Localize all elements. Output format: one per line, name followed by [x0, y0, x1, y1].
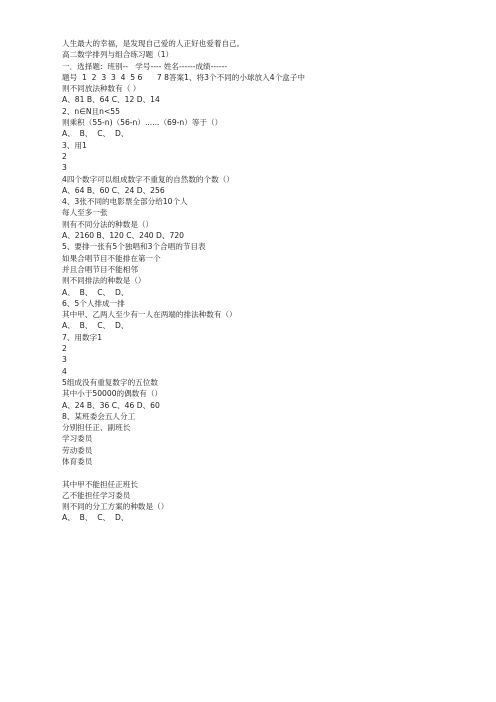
- section-heading: 一．选择题: 班别-- 学号---- 姓名------成绩------: [62, 61, 228, 71]
- question-2-text: 2、n∈N且n<55: [62, 106, 120, 116]
- motto-line: 人生最大的幸福，是发现自己爱的人正好也爱着自己。: [62, 39, 245, 48]
- question-8-text: 则不同的分工方案的种数是（）: [62, 502, 169, 512]
- question-6-options: A、 B、 C、 D、: [62, 321, 129, 331]
- question-2-text: 则乘积（55-n)（56-n）......（69-n）等于（）: [62, 118, 223, 128]
- question-7-text: 5组成没有重复数字的五位数: [62, 377, 158, 387]
- question-6-text: 6、5个人排成一排: [62, 298, 125, 308]
- question-7-options: A、24 B、36 C、46 D、60: [62, 400, 160, 410]
- question-7-text: 4: [62, 366, 67, 376]
- question-7-text: 其中小于50000的偶数有（）: [62, 389, 163, 399]
- question-1-text: 题号 1 2 3 3 4 5 6 7 8答案1、将3个不同的小球放入4个盒子中: [62, 72, 305, 82]
- question-7-text: 2: [62, 344, 67, 354]
- question-8-text: 劳动委员: [62, 445, 93, 455]
- question-3-text: 3、用1: [62, 140, 87, 150]
- question-4-text: 4、3张不同的电影票全部分给10个人: [62, 197, 188, 207]
- question-8-options: A、 B、 C、 D、: [62, 513, 129, 523]
- question-3-options: A、64 B、60 C、24 D、256: [62, 185, 165, 195]
- question-7-text: 3: [62, 355, 67, 365]
- question-4-text: 每人至多一张: [62, 208, 108, 218]
- question-8-text: 体育委员: [62, 456, 93, 466]
- question-8-text: 8、某班委会五人分工: [62, 411, 136, 421]
- question-8-text: 学习委员: [62, 434, 93, 444]
- question-5-text: 如果合唱节目不能排在第一个: [62, 253, 161, 263]
- question-3-text: 3: [62, 163, 67, 173]
- question-6-text: 其中甲、乙两人至少有一人在两端的排法种数有（）: [62, 310, 237, 320]
- document-text: [62, 38, 434, 524]
- question-8-text: 乙不能担任学习委员: [62, 490, 131, 500]
- question-2-options: A、 B、 C、 D、: [62, 129, 129, 139]
- question-3-text: 2: [62, 151, 67, 161]
- question-4-options: A、2160 B、120 C、240 D、720: [62, 231, 184, 241]
- question-1-options: A、81 B、64 C、12 D、14: [62, 95, 160, 105]
- question-7-text: 7、用数字1: [62, 332, 103, 342]
- question-3-text: 4四个数字可以组成数字不重复的自然数的个数（）: [62, 174, 234, 184]
- document-title: 高二数学排列与组合练习题（1）: [62, 50, 174, 60]
- question-5-options: A、 B、 C、 D、: [62, 287, 129, 297]
- question-8-text: 其中甲不能担任正班长: [62, 479, 138, 489]
- question-1-text: 则不同放法种数有（ ）: [62, 84, 141, 94]
- question-4-text: 则有不同分法的种数是（）: [62, 219, 154, 229]
- question-5-text: 则不同排法的种数是（）: [62, 276, 146, 286]
- blank-line: [62, 467, 434, 478]
- question-5-text: 5、要排一张有5个独唱和3个合唱的节目表: [62, 242, 206, 252]
- question-8-text: 分别担任正、副班长: [62, 423, 131, 433]
- question-5-text: 并且合唱节目不能相邻: [62, 264, 138, 274]
